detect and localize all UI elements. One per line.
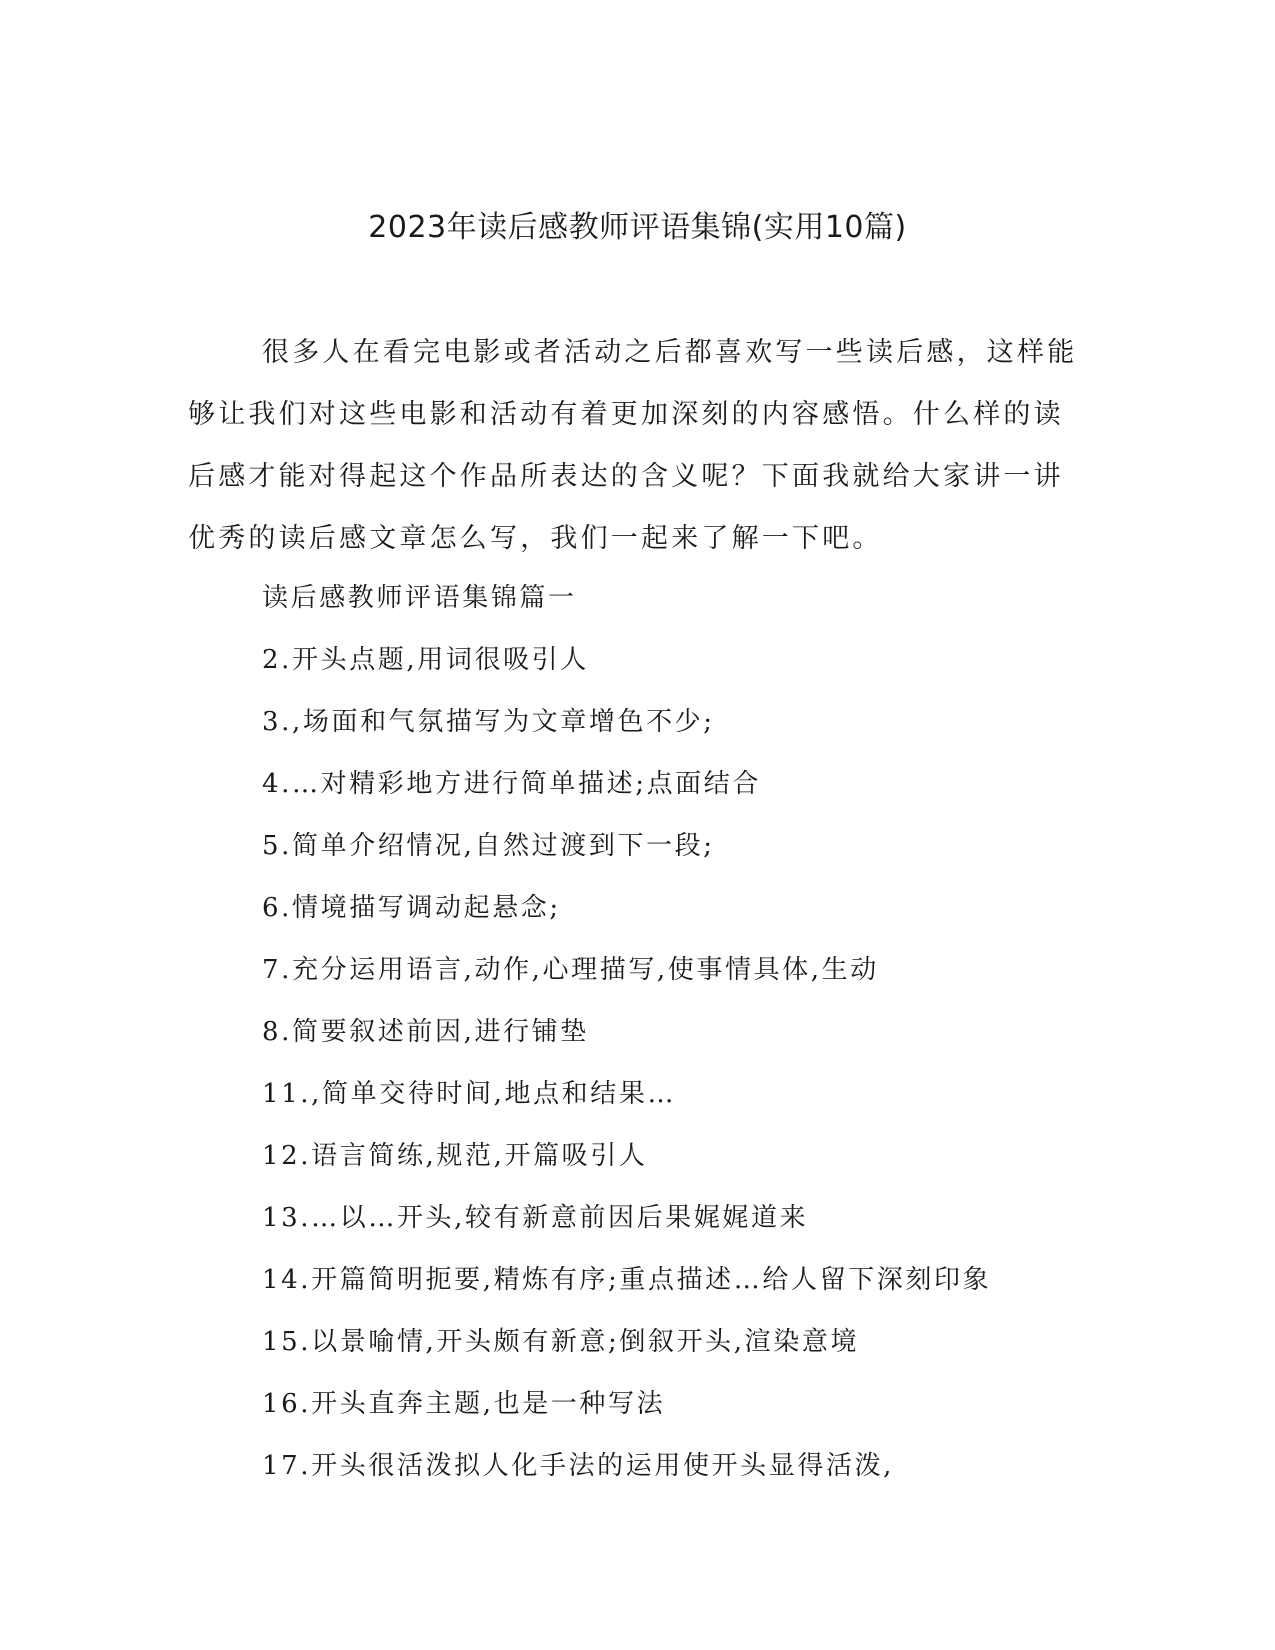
- list-item: 13.…以…开头,较有新意前因后果娓娓道来: [262, 1203, 809, 1233]
- comment-list: [262, 572, 1078, 1502]
- list-item: 6.情境描写调动起悬念;: [262, 893, 561, 923]
- list-item: 15.以景喻情,开头颇有新意;倒叙开头,渲染意境: [262, 1327, 860, 1357]
- list-item: 11.,简单交待时间,地点和结果…: [262, 1079, 677, 1109]
- list-item: 5.简单介绍情况,自然过渡到下一段;: [262, 831, 715, 861]
- list-item: 8.简要叙述前因,进行铺垫: [262, 1017, 589, 1047]
- list-item: 12.语言简练,规范,开篇吸引人: [262, 1141, 648, 1171]
- list-item: 4.…对精彩地方进行简单描述;点面结合: [262, 769, 761, 799]
- list-item: 14.开篇简明扼要,精炼有序;重点描述…给人留下深刻印象: [262, 1265, 992, 1295]
- intro-paragraph: 很多人在看完电影或者活动之后都喜欢写一些读后感，这样能够让我们对这些电影和活动有着更加深刻的内容感悟。什么样的读后感才能对得起这个作品所表达的含义呢？下面我就给大家讲一讲优秀的读后感文章怎么写，我们一起来了解一下吧。: [188, 337, 1078, 554]
- list-item: 7.充分运用语言,动作,心理描写,使事情具体,生动: [262, 955, 879, 985]
- list-item: 2.开头点题,用词很吸引人: [262, 645, 589, 675]
- list-item: 3.,场面和气氛描写为文章增色不少;: [262, 707, 715, 737]
- list-item: 17.开头很活泼拟人化手法的运用使开头显得活泼,: [262, 1451, 895, 1481]
- list-item: 16.开头直奔主题,也是一种写法: [262, 1389, 666, 1419]
- section-heading: 读后感教师评语集锦篇一: [262, 583, 577, 613]
- document-title: 2023年读后感教师评语集锦(实用10篇): [368, 210, 907, 245]
